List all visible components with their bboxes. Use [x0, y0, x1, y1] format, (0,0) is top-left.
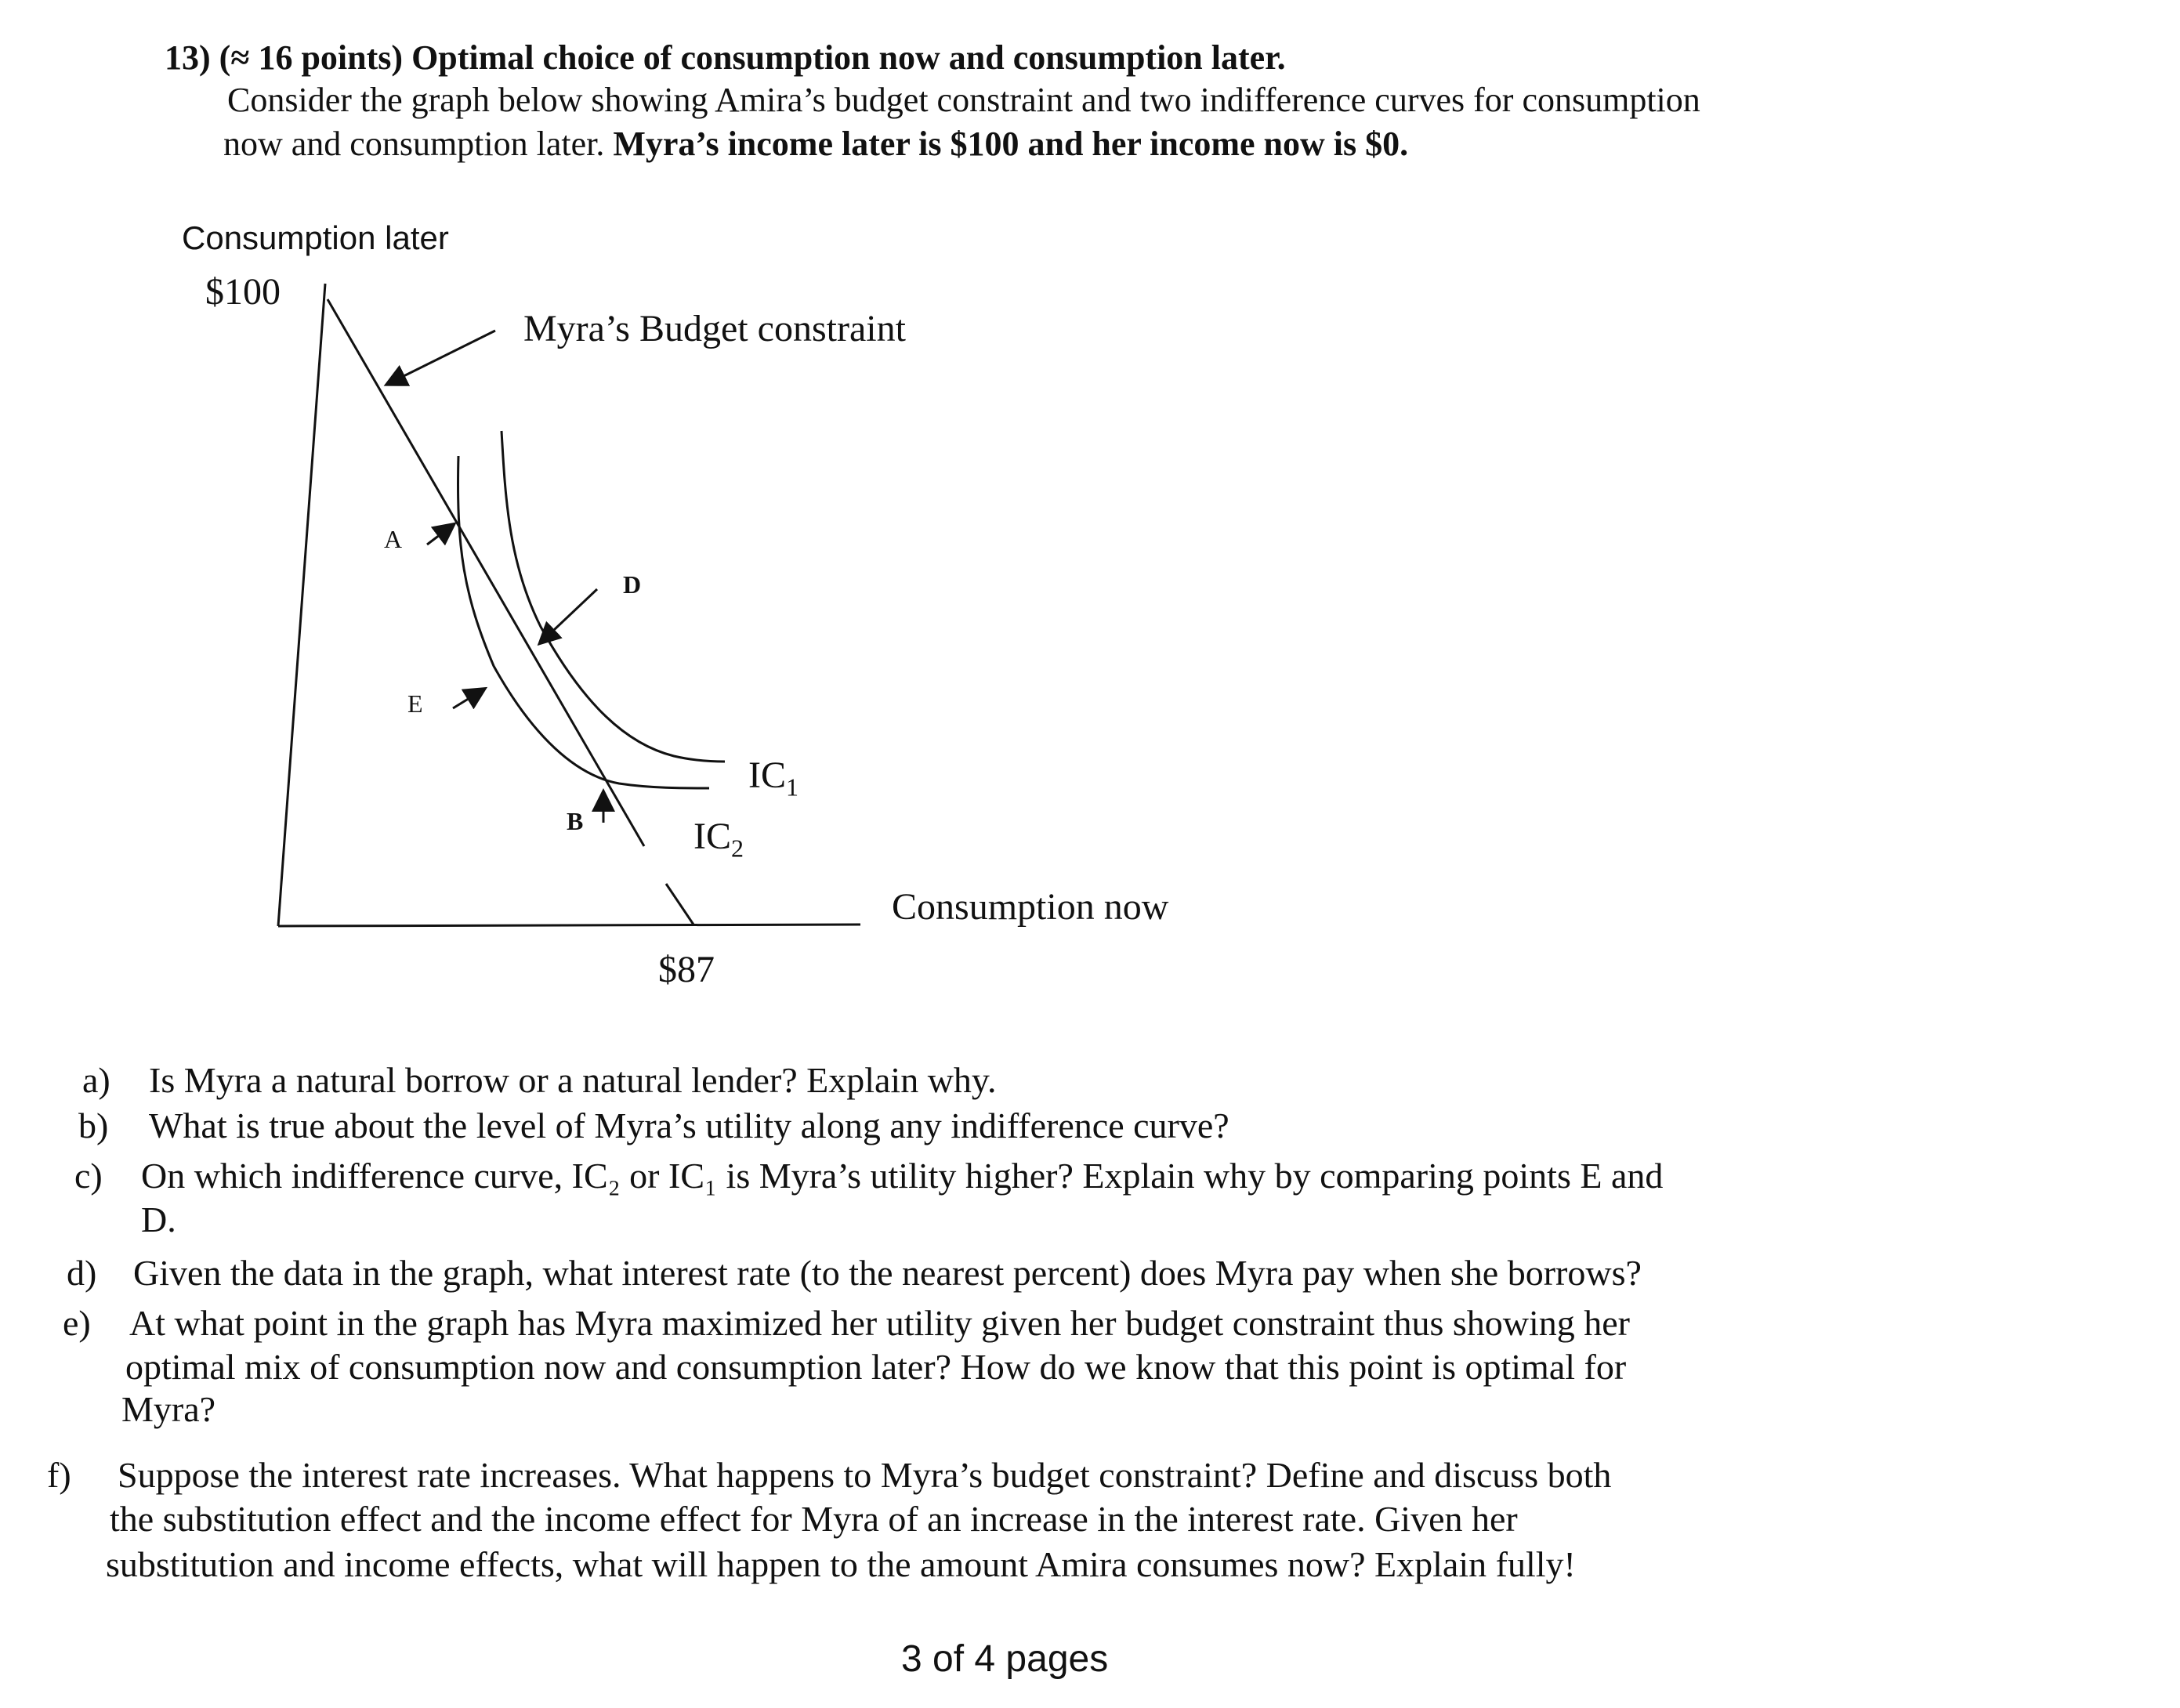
- question-number: 13): [165, 38, 211, 77]
- ic2-label: [693, 815, 744, 863]
- point-e-arrow: [453, 689, 483, 708]
- y-axis-value: $100: [205, 271, 281, 313]
- x-axis-title: Consumption now: [892, 886, 1169, 928]
- ic1-curve: [502, 431, 725, 762]
- page-footer: 3 of 4 pages: [901, 1638, 1109, 1680]
- y-axis-title: Consumption later: [182, 219, 449, 256]
- part-e-line-2: optimal mix of consumption now and consumption later? How do we know that this point is optimal for: [125, 1347, 1627, 1387]
- ic1-label: [748, 754, 798, 802]
- point-e-label: E: [407, 689, 423, 718]
- question-income-statement: Myra’s income later is $100 and her income now is $0.: [613, 125, 1409, 163]
- point-a-label: A: [384, 525, 403, 553]
- x-axis-line: [278, 925, 860, 926]
- part-d-letter: d): [67, 1253, 97, 1293]
- part-f-line-1: Suppose the interest rate increases. What happens to Myra’s budget constraint? Define and discuss both: [118, 1455, 1612, 1495]
- ic2-text: IC: [693, 816, 731, 857]
- budget-label-arrow: [388, 331, 495, 384]
- question-intro-line: Consider the graph below showing Amira’s budget constraint and two indifference curves for consumption: [227, 81, 1700, 119]
- point-a-arrow: [427, 525, 453, 545]
- part-f-line-3: substitution and income effects, what will happen to the amount Amira consumes now? Explain fully!: [106, 1544, 1576, 1584]
- point-d-arrow: [541, 589, 597, 642]
- budget-constraint-line: [328, 299, 644, 846]
- question-line3-plain: now and consumption later.: [223, 125, 605, 163]
- part-c-line-1: On which indifference curve, IC₂ or IC₁ is Myra’s utility higher? Explain why by comparing points E and: [141, 1156, 1664, 1196]
- part-e-line-3: Myra?: [121, 1389, 216, 1429]
- ic2-curve: [458, 456, 709, 788]
- budget-constraint-tail: [666, 884, 693, 925]
- ic2-subscript: 2: [731, 834, 744, 863]
- part-b-line-1: What is true about the level of Myra’s utility along any indifference curve?: [149, 1105, 1229, 1145]
- question-points: (≈ 16 points): [219, 38, 404, 77]
- budget-constraint-label: Myra’s Budget constraint: [523, 308, 906, 349]
- ic1-text: IC: [748, 754, 786, 796]
- ic1-subscript: 1: [786, 773, 798, 802]
- part-c-line-2: D.: [141, 1200, 176, 1239]
- part-d-line-1: Given the data in the graph, what interest rate (to the nearest percent) does Myra pay when she borrows?: [133, 1253, 1642, 1293]
- y-axis-line: [278, 284, 325, 926]
- part-e-letter: e): [63, 1303, 91, 1343]
- part-f-letter: f): [47, 1455, 71, 1495]
- part-b-letter: b): [78, 1105, 109, 1145]
- part-f-line-2: the substitution effect and the income effect for Myra of an increase in the interest rate. Given her: [110, 1499, 1518, 1539]
- question-title: Optimal choice of consumption now and consumption later.: [411, 38, 1286, 77]
- part-c-letter: c): [74, 1156, 103, 1196]
- part-a-line-1: Is Myra a natural borrow or a natural lender? Explain why.: [149, 1060, 997, 1100]
- part-a-letter: a): [82, 1060, 110, 1100]
- part-e-line-1: At what point in the graph has Myra maximized her utility given her budget constraint thus showing her: [129, 1303, 1630, 1343]
- point-b-label: B: [567, 807, 584, 835]
- point-d-label: D: [623, 570, 642, 599]
- x-axis-value: $87: [658, 949, 715, 990]
